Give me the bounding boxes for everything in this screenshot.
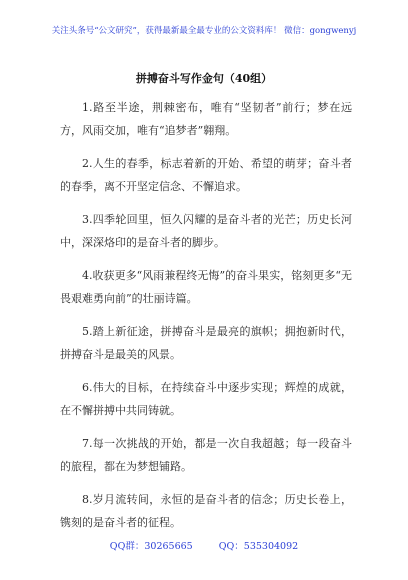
- footer-contact: [0, 538, 408, 552]
- list-item: 5.踏上新征途，拼搏奋斗是最亮的旗帜；拥抱新时代，拼搏奋斗是最美的风景。: [60, 325, 352, 361]
- sentence-list: [60, 96, 352, 544]
- list-item: 3.四季轮回里，恒久闪耀的是奋斗者的光芒；历史长河中，深深烙印的是奋斗者的脚步。: [60, 213, 352, 249]
- qq-number-text: QQ：535304092: [218, 541, 299, 552]
- document-title: 拼搏奋斗写作金句（40组）: [135, 72, 273, 85]
- list-item: 6.伟大的目标，在持续奋斗中逐步实现；辉煌的成就，在不懈拼搏中共同铸就。: [60, 381, 352, 417]
- list-item: 4.收获更多“风雨兼程终无悔”的奋斗果实，铭刻更多“无畏艰难勇向前”的壮丽诗篇。: [60, 269, 352, 305]
- list-item: 8.岁月流转间，永恒的是奋斗者的信念；历史长卷上，镌刻的是奋斗者的征程。: [60, 493, 352, 529]
- list-item: 1.路至半途，荆棘密布，唯有“坚韧者”前行；梦在远方，风雨交加，唯有“追梦者”翱翔。: [60, 101, 352, 137]
- list-item: 7.每一次挑战的开始，都是一次自我超越；每一段奋斗的旅程，都在为梦想铺路。: [60, 437, 352, 473]
- header-note: 关注头条号“公文研究”，获得最新最全最专业的公文资料库！ 微信：gongwenyj: [51, 26, 357, 36]
- qq-group-text: QQ群：30265665: [109, 541, 193, 552]
- list-item: 2.人生的春季，标志着新的开始、希望的萌芽；奋斗者的春季，离不开坚定信念、不懈追求。: [60, 157, 352, 193]
